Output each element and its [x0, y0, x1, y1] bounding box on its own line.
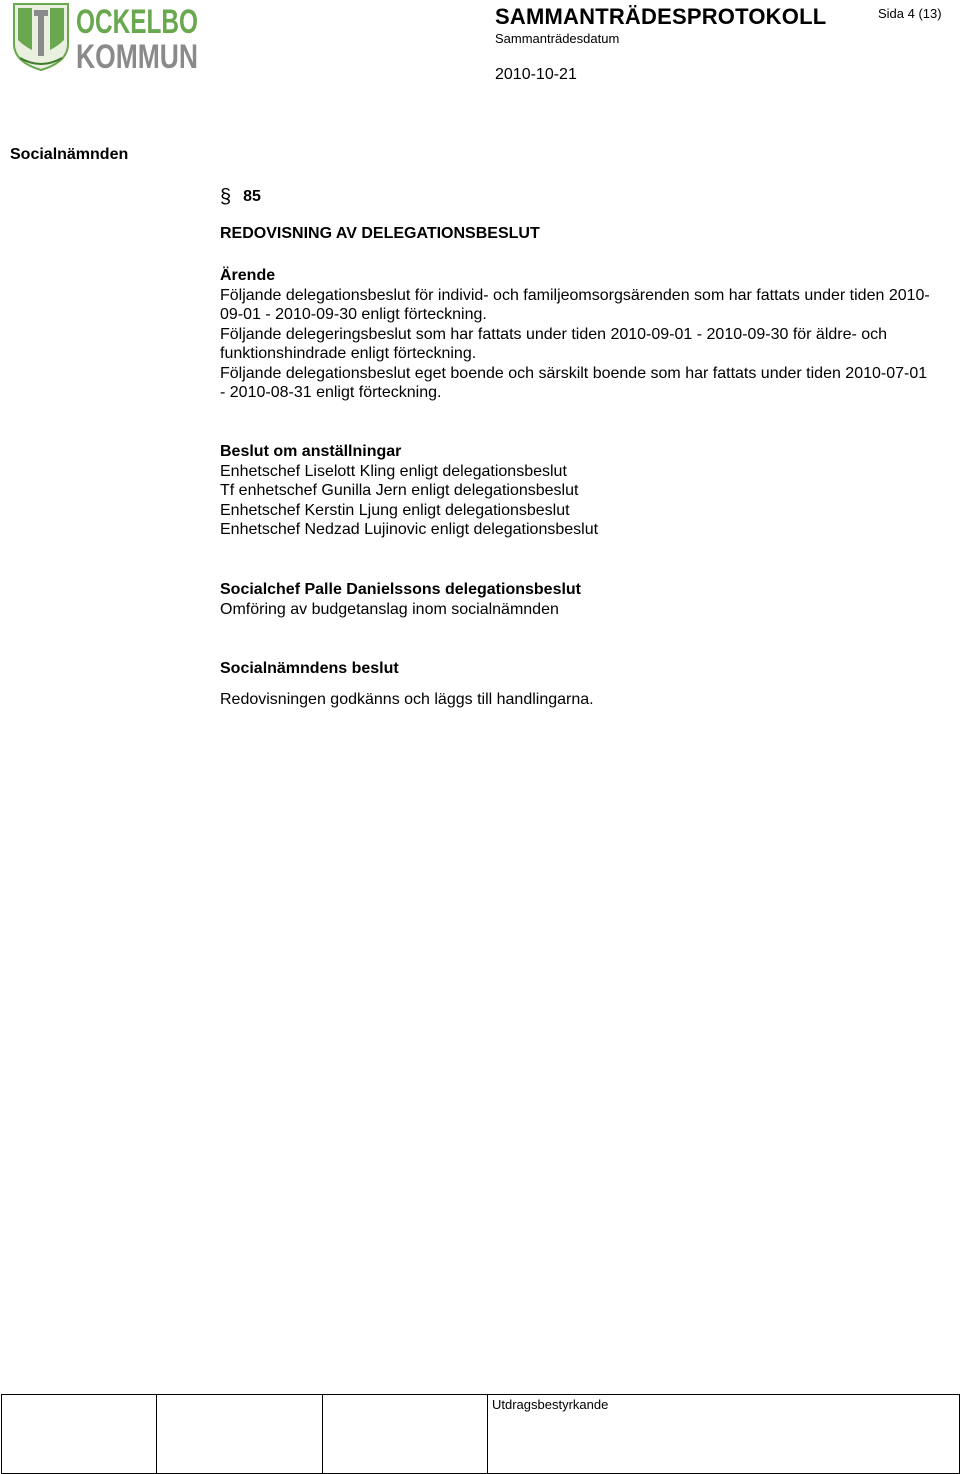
decision-text: Redovisningen godkänns och läggs till handlingarna.: [220, 691, 594, 708]
anstallning-line: Enhetschef Liselott Kling enligt delegationsbeslut: [220, 462, 567, 480]
section-heading: Socialchef Palle Danielssons delegationsbeslut: [220, 581, 582, 598]
extract-certification-label: Utdragsbestyrkande: [492, 1397, 609, 1412]
section-heading: Ärende: [220, 267, 276, 284]
paragraph-sign: §: [220, 186, 232, 208]
item-title: REDOVISNING AV DELEGATIONSBESLUT: [220, 225, 540, 242]
section-socialchef: [220, 580, 935, 619]
logo-line-2: KOMMUN: [76, 38, 198, 76]
anstallning-line: Tf enhetschef Gunilla Jern enligt delegationsbeslut: [220, 482, 579, 499]
signature-table: [1, 1394, 960, 1474]
signature-cell: [2, 1395, 157, 1474]
section-heading: Beslut om anställningar: [220, 443, 402, 460]
paragraph-number: [220, 184, 261, 207]
logo-line-1: OCKELBO: [76, 3, 198, 41]
anstallning-line: Enhetschef Nedzad Lujinovic enligt delegationsbeslut: [220, 521, 599, 538]
section-arende: [220, 266, 935, 403]
committee-name: Socialnämnden: [10, 146, 129, 163]
meeting-date: 2010-10-21: [495, 66, 577, 83]
section-anstallningar: [220, 442, 935, 540]
ockelbo-kommun-logo: [12, 0, 202, 76]
arende-line: Följande delegeringsbeslut som har fattats under tiden 2010-09-01 - 2010-09-30 för äldre- och funktionshindrade enligt förteckning.: [220, 325, 888, 362]
signature-cell: [157, 1395, 323, 1474]
anstallning-line: Enhetschef Kerstin Ljung enligt delegationsbeslut: [220, 501, 570, 519]
page-number: Sida 4 (13): [878, 6, 942, 21]
arende-line: Följande delegationsbeslut eget boende och särskilt boende som har fattats under tiden 2010-07-01 - 2010-08-31 enligt förteckning.: [220, 364, 928, 401]
socialchef-line: Omföring av budgetanslag inom socialnämnden: [220, 600, 559, 618]
signature-cell: [323, 1395, 488, 1474]
meeting-date-label: Sammanträdesdatum: [495, 31, 620, 46]
document-title: SAMMANTRÄDESPROTOKOLL: [495, 4, 827, 29]
arende-line: Följande delegationsbeslut för individ- och familjeomsorgsärenden som har fattats under tiden 2010-09-01 - 2010-09-30 enligt förteckning.: [220, 286, 930, 323]
decision-heading: Socialnämndens beslut: [220, 660, 399, 677]
paragraph-number-value: 85: [243, 188, 261, 205]
extract-certification-cell: [488, 1395, 960, 1474]
